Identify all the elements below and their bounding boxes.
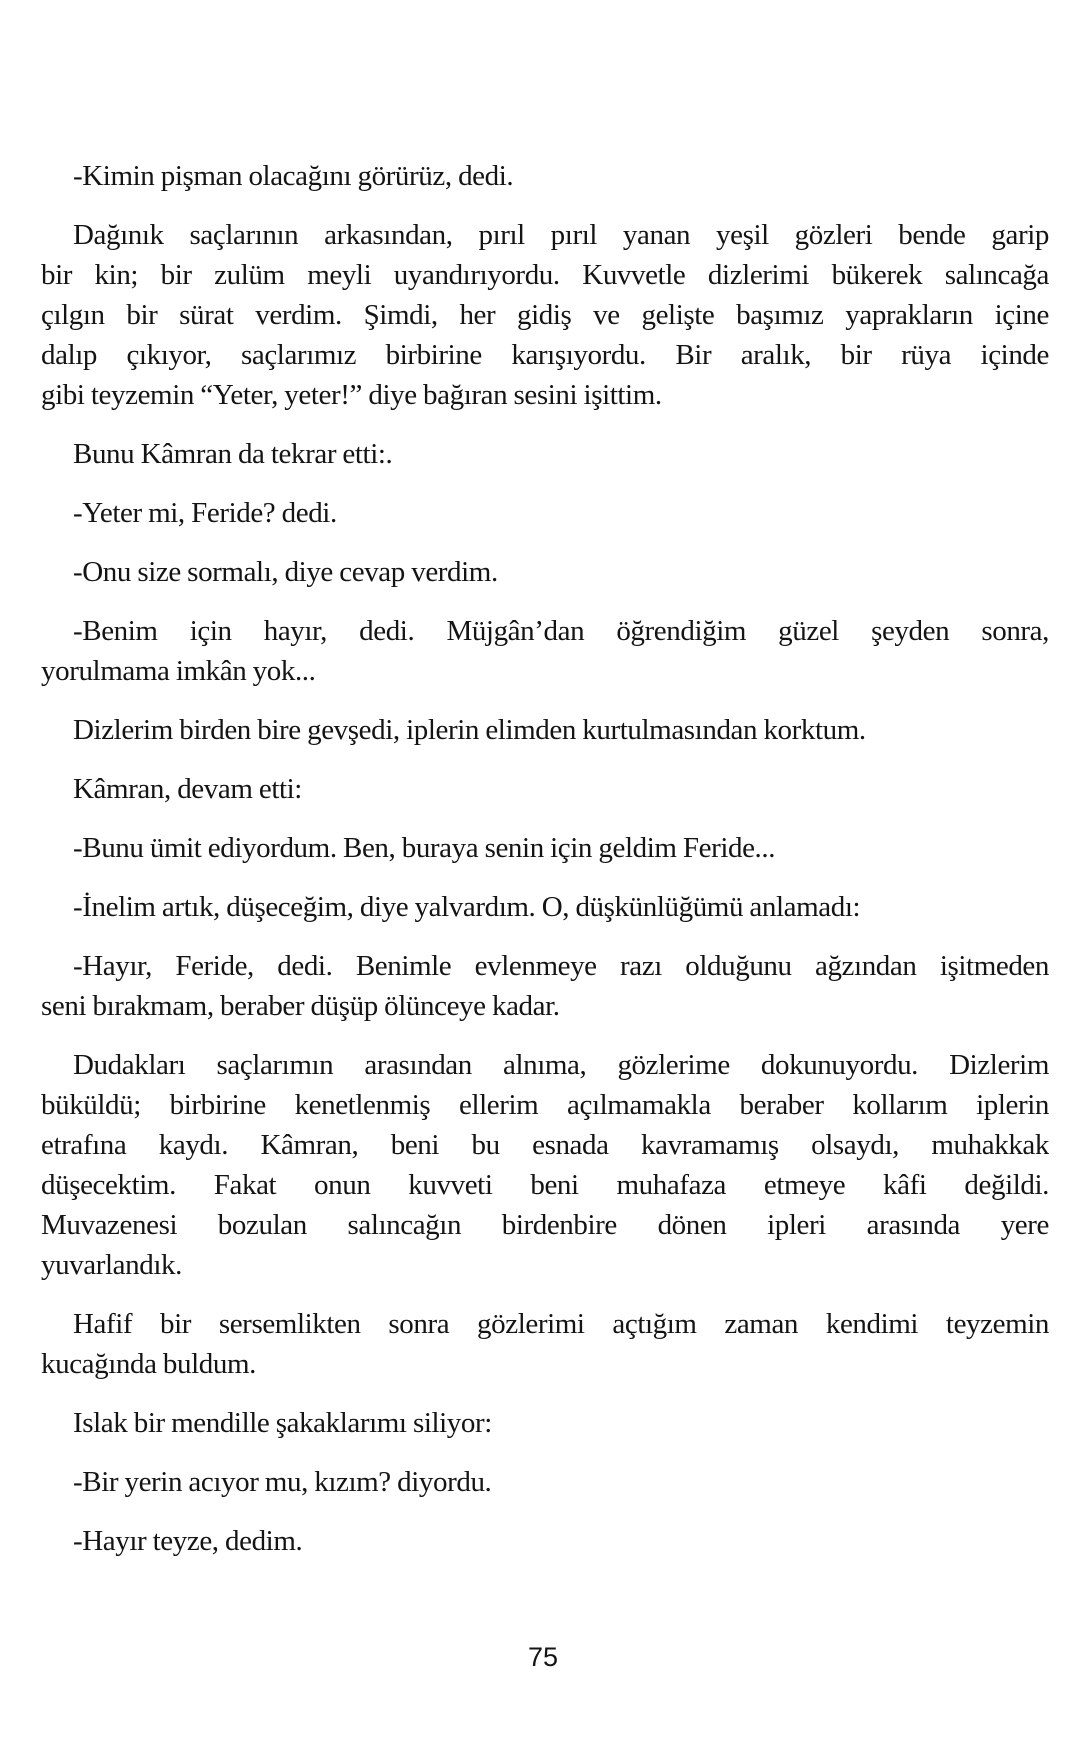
text-line: seni bırakmam, beraber düşüp ölünceye kadar.	[41, 990, 560, 1022]
paragraph	[41, 1462, 1049, 1502]
text-line: Dağınık saçlarının arkasından, pırıl pırıl yanan yeşil gözleri bende garip	[73, 219, 1049, 251]
text-line: Dudakları saçlarımın arasından alnıma, gözlerime dokunuyordu. Dizlerim	[73, 1049, 1049, 1081]
text-line: Kâmran, devam etti:	[73, 773, 302, 805]
text-line: Dizlerim birden bire gevşedi, iplerin elimden kurtulmasından korktum.	[73, 714, 866, 746]
text-line: Hafif bir sersemlikten sonra gözlerimi açtığım zaman kendimi teyzemin	[73, 1308, 1049, 1340]
text-line: -İnelim artık, düşeceğim, diye yalvardım. O, düşkünlüğümü anlamadı:	[73, 891, 861, 923]
text-line: -Onu size sormalı, diye cevap verdim.	[73, 556, 498, 588]
text-line: Islak bir mendille şakaklarımı siliyor:	[73, 1407, 492, 1439]
paragraph	[41, 1403, 1049, 1443]
text-line: -Kimin pişman olacağını görürüz, dedi.	[73, 160, 514, 192]
text-line: -Bunu ümit ediyordum. Ben, buraya senin için geldim Feride...	[73, 832, 776, 864]
text-line: yorulmama imkân yok...	[41, 655, 316, 687]
paragraph	[41, 215, 1049, 415]
paragraph	[41, 710, 1049, 750]
paragraph	[41, 434, 1049, 474]
paragraph	[41, 769, 1049, 809]
text-line: -Yeter mi, Feride? dedi.	[73, 497, 337, 529]
text-line: Bunu Kâmran da tekrar etti:.	[73, 438, 393, 470]
page-number: 75	[527, 1642, 559, 1672]
text-line: -Hayır teyze, dedim.	[73, 1525, 303, 1557]
text-line: düşecektim. Fakat onun kuvveti beni muhafaza etmeye kâfi değildi.	[41, 1169, 1049, 1201]
text-line: -Benim için hayır, dedi. Müjgân’dan öğrendiğim güzel şeyden sonra,	[73, 615, 1049, 647]
paragraph	[41, 1521, 1049, 1561]
paragraph	[41, 828, 1049, 868]
paragraph	[41, 1304, 1049, 1384]
text-line: -Hayır, Feride, dedi. Benimle evlenmeye razı olduğunu ağzından işitmeden	[73, 950, 1049, 982]
text-line: dalıp çıkıyor, saçlarımız birbirine karışıyordu. Bir aralık, bir rüya içinde	[41, 339, 1049, 371]
text-line: gibi teyzemin “Yeter, yeter!” diye bağıran sesini işittim.	[41, 379, 662, 411]
paragraph	[41, 946, 1049, 1026]
text-line: etrafına kaydı. Kâmran, beni bu esnada kavramamış olsaydı, muhakkak	[41, 1129, 1049, 1161]
text-line: çılgın bir sürat verdim. Şimdi, her gidiş ve gelişte başımız yaprakların içine	[41, 299, 1049, 331]
text-line: büküldü; birbirine kenetlenmiş ellerim açılmamakla beraber kollarım iplerin	[41, 1089, 1049, 1121]
book-page-text	[41, 156, 1049, 1580]
paragraph	[41, 1045, 1049, 1285]
text-line: Muvazenesi bozulan salıncağın birdenbire dönen ipleri arasında yere	[41, 1209, 1049, 1241]
text-line: bir kin; bir zulüm meyli uyandırıyordu. Kuvvetle dizlerimi bükerek salıncağa	[41, 259, 1049, 291]
text-line: -Bir yerin acıyor mu, kızım? diyordu.	[73, 1466, 492, 1498]
paragraph	[41, 611, 1049, 691]
paragraph	[41, 552, 1049, 592]
paragraph	[41, 156, 1049, 196]
text-line: kucağında buldum.	[41, 1348, 256, 1380]
paragraph	[41, 887, 1049, 927]
paragraph	[41, 493, 1049, 533]
text-line: yuvarlandık.	[41, 1249, 182, 1281]
